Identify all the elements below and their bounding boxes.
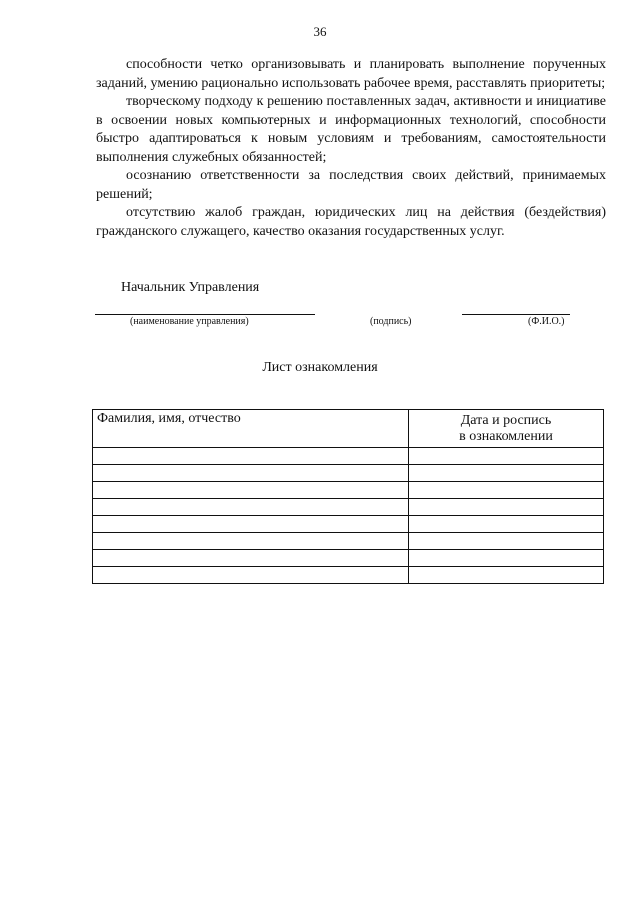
table-row bbox=[93, 499, 604, 516]
department-caption: (наименование управления) bbox=[130, 316, 249, 327]
date-cell bbox=[409, 482, 604, 499]
name-cell bbox=[93, 550, 409, 567]
date-cell bbox=[409, 567, 604, 584]
date-cell bbox=[409, 448, 604, 465]
name-cell bbox=[93, 567, 409, 584]
date-cell bbox=[409, 533, 604, 550]
header-date-cell bbox=[409, 410, 604, 448]
header-date-line1: Дата и роспись bbox=[460, 413, 552, 428]
acknowledgement-title: Лист ознакомления bbox=[262, 360, 378, 375]
name-cell bbox=[93, 516, 409, 533]
name-cell bbox=[93, 482, 409, 499]
header-date-line2: в ознакомлении bbox=[459, 429, 553, 444]
table-row bbox=[93, 482, 604, 499]
date-cell bbox=[409, 499, 604, 516]
acknowledgement-table bbox=[92, 409, 604, 584]
name-cell bbox=[93, 465, 409, 482]
name-cell bbox=[93, 448, 409, 465]
table-row bbox=[93, 516, 604, 533]
signature-caption: (подпись) bbox=[370, 316, 412, 327]
body-text bbox=[96, 56, 606, 241]
paragraph: отсутствию жалоб граждан, юридических лиц на действия (бездействия) гражданского служащего, качество оказания государственных услуг. bbox=[96, 205, 606, 239]
paragraph: способности четко организовывать и планировать выполнение порученных заданий, умению рационально использовать рабочее время, расставлять приоритеты; bbox=[96, 57, 606, 91]
name-cell bbox=[93, 499, 409, 516]
signature-block bbox=[0, 276, 640, 336]
name-line bbox=[462, 314, 570, 315]
table-row bbox=[93, 448, 604, 465]
page-number: 36 bbox=[313, 24, 327, 39]
date-cell bbox=[409, 550, 604, 567]
department-line bbox=[95, 314, 315, 315]
name-caption: (Ф.И.О.) bbox=[528, 316, 565, 327]
name-cell bbox=[93, 533, 409, 550]
table-row bbox=[93, 465, 604, 482]
date-cell bbox=[409, 516, 604, 533]
signature-title: Начальник Управления bbox=[121, 280, 260, 295]
table-row bbox=[93, 533, 604, 550]
paragraph: творческому подходу к решению поставленных задач, активности и инициативе в освоении новых компьютерных и информационных технологий, способности быстро адаптироваться к новым условиям и требованиям, самостоятельности выполнения служебных обязанностей; bbox=[96, 94, 606, 165]
header-name-cell: Фамилия, имя, отчество bbox=[93, 410, 409, 448]
table-header-row bbox=[93, 410, 604, 448]
table-row bbox=[93, 567, 604, 584]
table-row bbox=[93, 550, 604, 567]
date-cell bbox=[409, 465, 604, 482]
paragraph: осознанию ответственности за последствия своих действий, принимаемых решений; bbox=[96, 168, 606, 202]
